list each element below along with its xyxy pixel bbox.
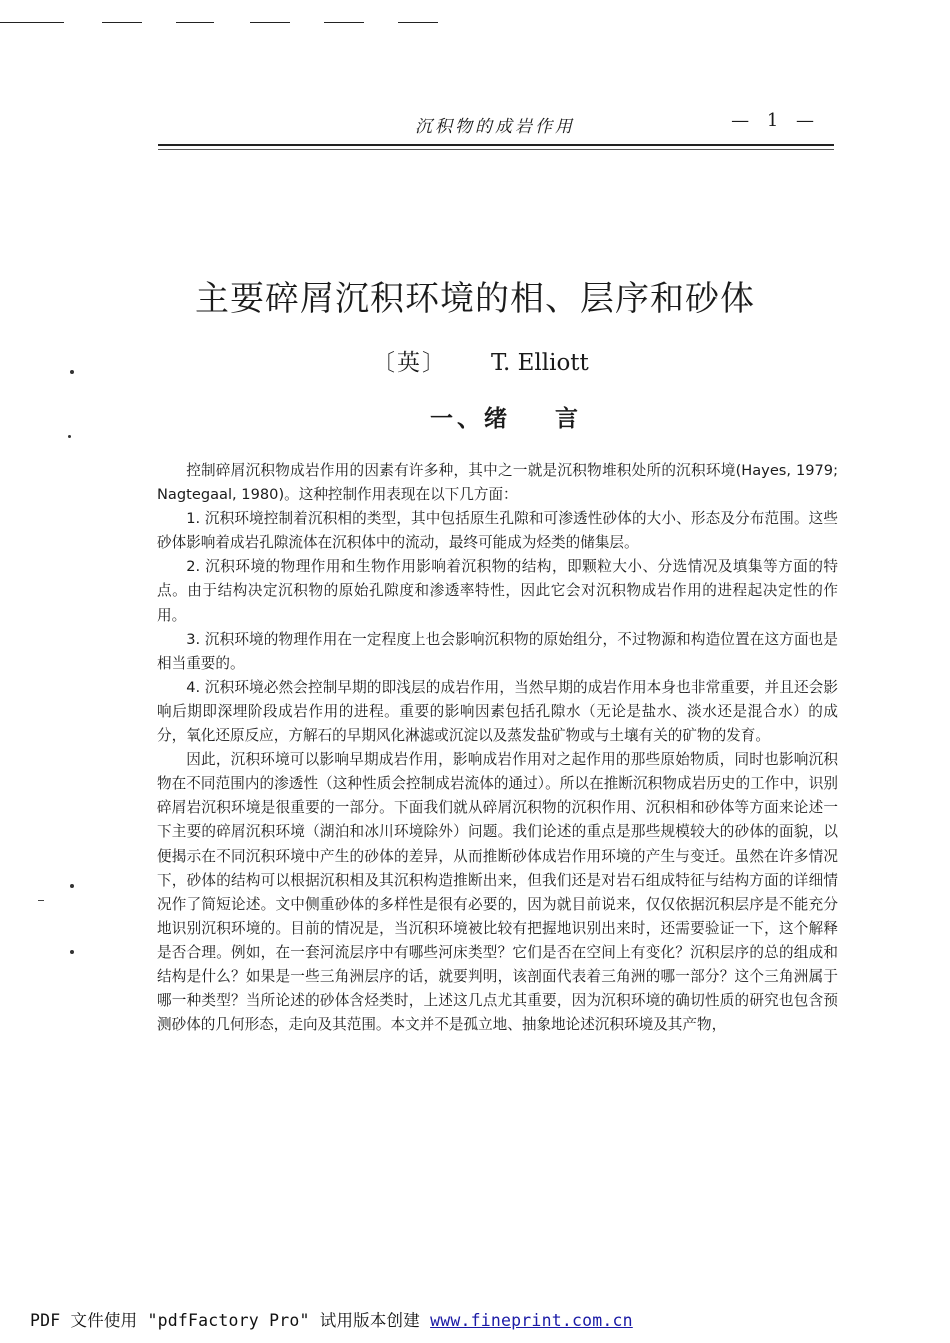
page-number: — 1 — xyxy=(731,110,820,131)
pdf-watermark-footer xyxy=(30,1307,633,1331)
author-origin: 〔英〕 xyxy=(372,350,447,376)
paragraph: 2. 沉积环境的物理作用和生物作用影响着沉积物的结构，即颗粒大小、分选情况及填集等方面的特点。由于结构决定沉积物的原始孔隙度和渗透率特性，因此它会对沉积物成岩作用的进程起决定性的作用。 xyxy=(157,558,838,624)
scan-speck xyxy=(68,435,71,438)
running-head-title: 沉积物的成岩作用 xyxy=(415,117,575,137)
header-rule xyxy=(158,144,834,146)
paragraph: 3. 沉积环境的物理作用在一定程度上也会影响沉积物的原始组分，不过物源和构造位置在这方面也是相当重要的。 xyxy=(157,630,838,672)
paragraph: 因此，沉积环境可以影响早期成岩作用，影响成岩作用对之起作用的那些原始物质，同时也影响沉积物在不同范围内的渗透性（这种性质会控制成岩流体的通过）。所以在推断沉积物成岩历史的工作中，识别碎屑岩沉积环境是很重要的一部分。下面我们就从碎屑沉积物的沉积作用、沉积相和砂体等方面来论述一下主要的碎屑沉积环境（湖泊和冰川环境除外）问题。我们论述的重点是那些规模较大的砂体的面貌，以便揭示在不同沉积环境中产生的砂体的差异，从而推断砂体成岩作用环境的产生与变迁。虽然在许多情况下，砂体的结构可以根据沉积相及其沉积构造推断出来，但我们还是对岩石组成特征与结构方面的详细情况作了简短论述。文中侧重砂体的多样性是很有必要的，因为就目前说来，仅仅依据沉积层序是不能充分地识别沉积环境的。目前的情况是，当沉积环境被比较有把握地识别出来时，还需要验证一下，这个解释是否合理。例如，在一套河流层序中有哪些河床类型？它们是否在空间上有变化？沉积层序的总的组成和结构是什么？如果是一些三角洲层序的话，就要判明，该剖面代表着三角洲的哪一部分？这个三角洲属于哪一种类型？当所论述的砂体含烃类时，上述这几点尤其重要，因为沉积环境的确切性质的研究也包含预测砂体的几何形态，走向及其范围。本文并不是孤立地、抽象地论述沉积环境及其产物， xyxy=(157,751,838,1034)
section-title: 言 xyxy=(555,405,582,432)
scan-speck xyxy=(70,370,74,374)
article-title: 主要碎屑沉积环境的相、层序和砂体 xyxy=(195,278,755,319)
scan-speck xyxy=(38,900,44,901)
paragraph: 4. 沉积环境必然会控制早期的即浅层的成岩作用，当然早期的成岩作用本身也非常重要，并且还会影响后期即深埋阶段成岩作用的进程。重要的影响因素包括孔隙水（无论是盐水、淡水还是混合水）的成分，氧化还原反应，方解石的早期风化淋滤或沉淀以及蒸发盐矿物或与土壤有关的矿物的发育。 xyxy=(157,678,838,745)
author-line xyxy=(372,344,589,377)
section-heading xyxy=(430,400,582,433)
body-text xyxy=(157,459,838,1037)
scan-speck xyxy=(70,884,74,888)
watermark-text: PDF 文件使用 "pdfFactory Pro" 试用版本创建 xyxy=(30,1311,431,1330)
scan-edge-dashes xyxy=(0,22,450,26)
watermark-link[interactable]: www.fineprint.com.cn xyxy=(430,1311,633,1330)
running-header xyxy=(158,108,834,148)
section-number: 一、绪 xyxy=(430,405,511,432)
author-name: T. Elliott xyxy=(491,350,589,376)
paragraph: 1. 沉积环境控制着沉积相的类型，其中包括原生孔隙和可渗透性砂体的大小、形态及分布范围。这些砂体影响着成岩孔隙流体在沉积体中的流动，最终可能成为烃类的储集层。 xyxy=(157,510,838,552)
header-rule-thin xyxy=(158,149,834,150)
scan-speck xyxy=(70,950,74,954)
paragraph: 控制碎屑沉积物成岩作用的因素有许多种，其中之一就是沉积物堆积处所的沉积环境(Hayes, 1979; Nagtegaal, 1980)。这种控制作用表现在以下几方面： xyxy=(157,462,838,504)
